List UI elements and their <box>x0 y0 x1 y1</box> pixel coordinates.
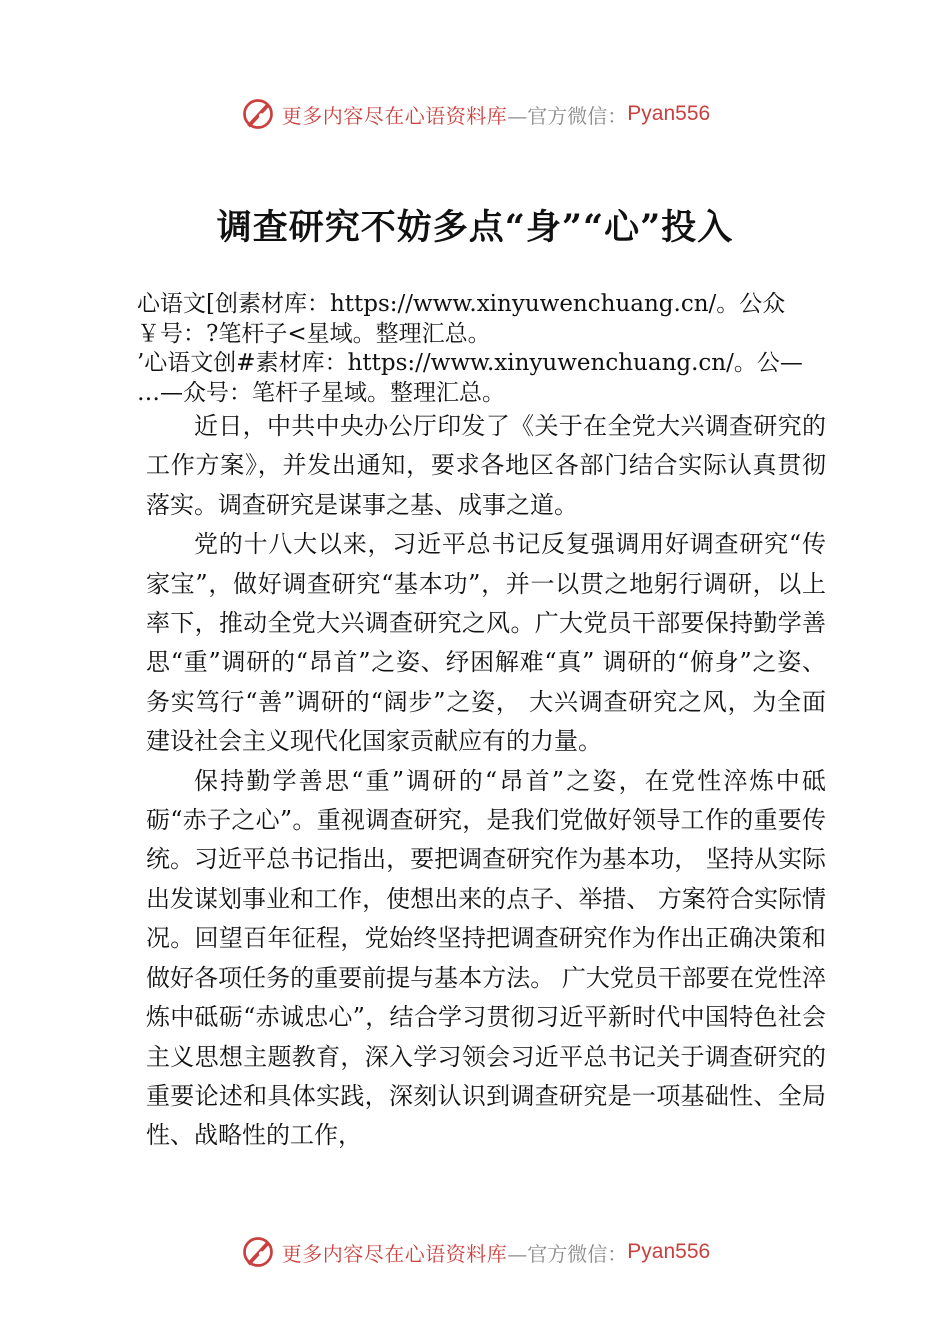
source-line-2: ￥号：?笔杆子<星域。整理汇总。 <box>137 321 491 347</box>
banner-text: 更多内容尽在心语资料库 <box>281 103 508 128</box>
pen-logo-icon <box>240 96 276 132</box>
source-line-3: ’心语文创#素材库：https://www.xinyuwenchuang.cn/。公— <box>137 350 803 376</box>
paragraph: 保持勤学善思“重”调研的“昂首”之姿，在党性淬炼中砥砺“赤子之心”。重视调查研究，是我们党做好领导工作的重要传统。习近平总书记指出，要把调查研究作为基本功， 坚持从实际出发谋划事业和工作，使想出来的点子、举措、 方案符合实际情况。回望百年征程，党始终坚持把调查研究作为作出正确决策和做好各项任务的重要前提与基本方法。 广大党员干部要在党性淬炼中砥砺“赤诚忠心”，结合学习贯彻习近平新时代中国特色社会主义思想主题教育，深入学习领会习近平总书记关于调查研究的重要论述和具体实践，深刻认识到调查研究是一项基础性、全局性、战略性的工作， <box>146 766 826 1150</box>
paragraph: 党的十八大以来，习近平总书记反复强调用好调查研究“传家宝”，做好调查研究“基本功”，并一以贯之地躬行调研，以上率下，推动全党大兴调查研究之风。广大党员干部要保持勤学善思“重”调研的“昂首”之姿、纾困解难“真” 调研的“俯身”之姿、务实笃行“善”调研的“阔步”之姿， 大兴调查研究之风，为全面建设社会主义现代化国家贡献应有的力量。 <box>146 530 826 756</box>
banner-separator: —官方微信： <box>507 103 628 128</box>
paragraph: 近日，中共中央办公厅印发了《关于在全党大兴调查研究的工作方案》，并发出通知，要求各地区各部门结合实际认真贯彻落实。调查研究是谋事之基、成事之道。 <box>146 412 826 519</box>
source-line-4: …—众号：笔杆子星域。整理汇总。 <box>137 380 505 406</box>
banner-wechat-id: Pyan556 <box>627 102 711 125</box>
document-body <box>146 407 826 1156</box>
source-line-1: 心语文[创素材库：https://www.xinyuwenchuang.cn/。公众 <box>137 291 786 317</box>
banner-text: 更多内容尽在心语资料库 <box>281 1241 508 1266</box>
document-title: 调查研究不妨多点“身”“心”投入 <box>216 207 734 248</box>
banner-separator: —官方微信： <box>507 1241 628 1266</box>
source-block-1 <box>137 289 837 349</box>
header-banner <box>0 94 950 134</box>
pen-logo-icon <box>240 1234 276 1270</box>
banner-wechat-id: Pyan556 <box>627 1240 711 1263</box>
source-block-2 <box>137 348 837 408</box>
footer-banner <box>0 1232 950 1272</box>
